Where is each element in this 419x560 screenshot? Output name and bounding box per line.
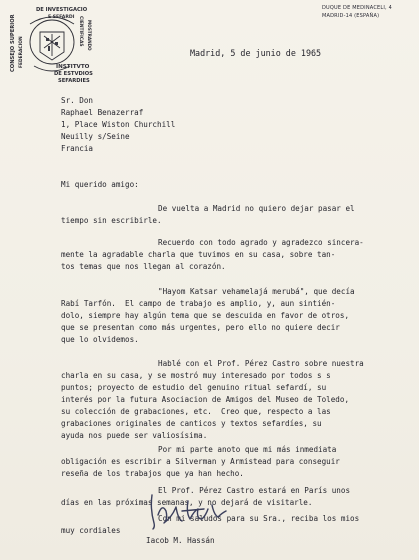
recipient-line-5: Francia	[61, 144, 94, 153]
body-line: De vuelta a Madrid no quiero dejar pasar el	[158, 204, 355, 213]
svg-text:CIENTIFICAS: CIENTIFICAS	[78, 16, 83, 47]
svg-text:INSTITVTO: INSTITVTO	[56, 64, 90, 70]
body-line: que se presentan como más urgentes, pero ello no quiere decir	[61, 323, 340, 332]
body-line: que lo olvidemos.	[61, 335, 139, 344]
recipient-line-3: 1, Place Wiston Churchill	[61, 120, 176, 129]
svg-text:FEDERACION: FEDERACION	[19, 36, 24, 68]
signature-name: Iacob M. Hassán	[146, 536, 215, 545]
svg-text:SEFARDIES: SEFARDIES	[58, 78, 90, 84]
svg-text:E SEFARDI: E SEFARDI	[48, 15, 75, 20]
recipient-line-4: Neuilly s/Seine	[61, 132, 130, 141]
svg-text:DE ESTVDIOS: DE ESTVDIOS	[54, 71, 93, 77]
svg-text:CONSEJO SUPERIOR: CONSEJO SUPERIOR	[10, 14, 16, 72]
recipient-line-1: Sr. Don	[61, 96, 94, 105]
body-line: El Prof. Pérez Castro estará en París unos	[158, 486, 351, 495]
svg-text:MOSTRANDO: MOSTRANDO	[87, 20, 92, 51]
body-line: ayuda nos puede ser valiosísima.	[61, 431, 208, 440]
svg-text:DE INVESTIGACIO: DE INVESTIGACIO	[36, 7, 88, 13]
body-line: "Hayom Katsar vehamelajá merubá", que decía	[158, 287, 355, 296]
body-line: Hablé con el Prof. Pérez Castro sobre nuestra	[158, 359, 364, 368]
body-line: puntos; proyecto de estudio del genuino ritual sefardí, su	[61, 383, 327, 392]
salutation: Mi querido amigo:	[61, 180, 139, 189]
address-line-street: DUQUE DE MEDINACELI, 4	[322, 5, 392, 11]
closing-line: Con mi saludos para su Sra., reciba los mios	[158, 514, 360, 523]
body-line: mente la agradable charla que tuvimos en su casa, sobre tan-	[61, 250, 336, 259]
date-line: Madrid, 5 de junio de 1965	[190, 48, 322, 58]
body-line: grabaciones originales de canticos y textos sefardíes, su	[61, 419, 322, 428]
recipient-line-2: Raphael Benazerraf	[61, 108, 144, 117]
body-line: Rabí Tarfón. El campo de trabajo es amplio, y, aun sintién-	[61, 299, 336, 308]
body-line: su colección de grabaciones, etc. Creo que, respecto a las	[61, 407, 331, 416]
handwritten-signature	[142, 489, 232, 533]
body-line: Por mi parte anoto que mi más inmediata	[158, 445, 337, 454]
closing-line: muy cordiales	[61, 526, 121, 535]
body-line: tiempo sin escribirle.	[61, 216, 162, 225]
body-line: charla en su casa, y se mostró muy interesado por todos s s	[61, 371, 331, 380]
body-line: obligación es escribir a Silverman y Armistead para conseguir	[61, 457, 340, 466]
institution-seal-icon	[6, 2, 98, 88]
body-line: reseña de los trabajos que ya han hecho.	[61, 469, 244, 478]
body-line: días en las próximas semanas, y no dejará de visitarle.	[61, 498, 313, 507]
body-line: tos temas que nos llegan al corazón.	[61, 262, 226, 271]
address-line-city: MADRID-14 (ESPAÑA)	[322, 13, 380, 19]
letterhead-address	[322, 4, 414, 20]
body-line: Recuerdo con todo agrado y agradezco sincera-	[158, 238, 364, 247]
body-line: interés por la futura Asociacion de Amigos del Museo de Toledo,	[61, 395, 350, 404]
body-line: dolo, siempre hay algún tema que se descuida en favor de otros,	[61, 311, 350, 320]
